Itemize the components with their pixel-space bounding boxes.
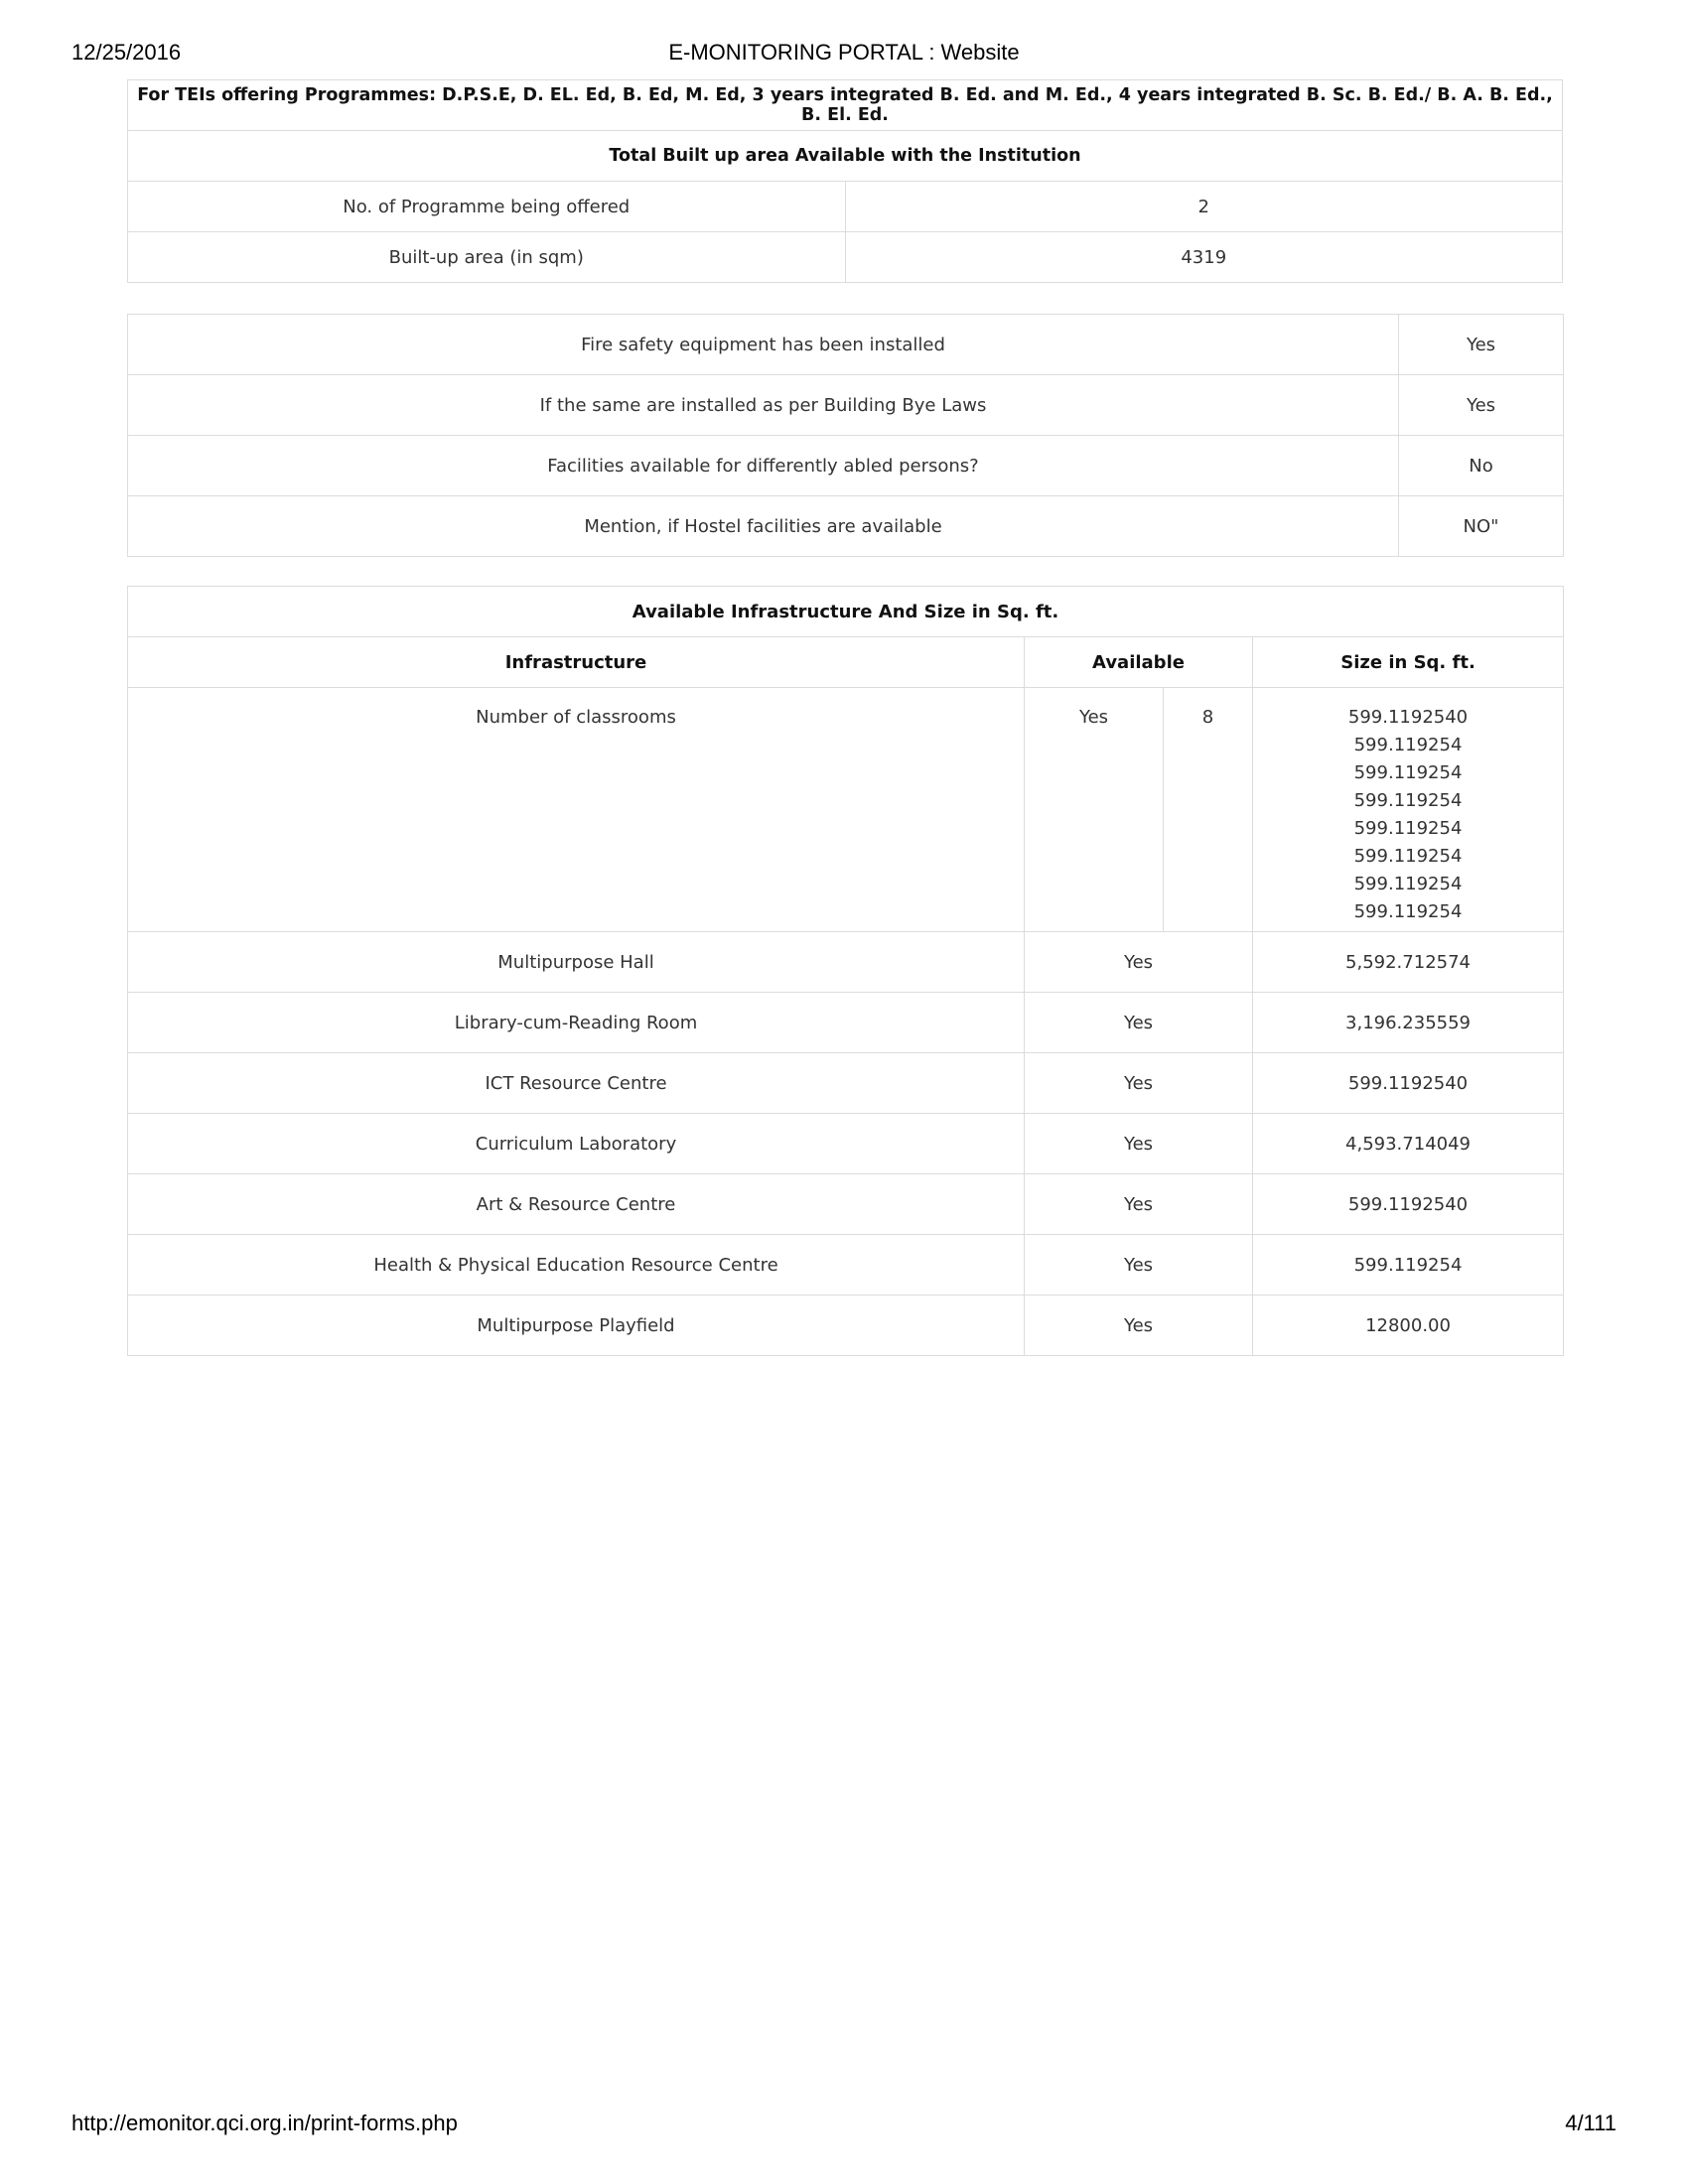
table-header-row [128, 637, 1564, 688]
row-label: Multipurpose Hall [128, 932, 1025, 993]
classroom-size: 599.119254 [1353, 762, 1463, 783]
column-header-infrastructure: Infrastructure [128, 637, 1025, 688]
print-header [71, 40, 1617, 69]
table-row [128, 232, 1563, 283]
classroom-count: 8 [1164, 688, 1253, 932]
row-label: Facilities available for differently abled persons? [128, 436, 1399, 496]
row-value: No [1399, 436, 1564, 496]
row-size: 4,593.714049 [1253, 1114, 1564, 1174]
classroom-size: 599.119254 [1353, 874, 1463, 894]
row-available: Yes [1025, 1053, 1253, 1114]
row-size: 3,196.235559 [1253, 993, 1564, 1053]
row-size: 5,592.712574 [1253, 932, 1564, 993]
table-row [128, 1296, 1564, 1356]
row-label: Health & Physical Education Resource Centre [128, 1235, 1025, 1296]
row-available: Yes [1025, 993, 1253, 1053]
infrastructure-table [127, 586, 1564, 1356]
table-row [128, 182, 1563, 232]
row-value: Yes [1399, 375, 1564, 436]
row-size: 599.1192540 [1253, 1053, 1564, 1114]
row-label: Number of classrooms [128, 688, 1025, 932]
row-label: If the same are installed as per Building Bye Laws [128, 375, 1399, 436]
print-date: 12/25/2016 [71, 40, 182, 65]
row-value: 2 [845, 182, 1563, 232]
row-value: Yes [1399, 315, 1564, 375]
classroom-size: 599.119254 [1353, 790, 1463, 811]
row-label: Mention, if Hostel facilities are available [128, 496, 1399, 557]
row-size: 12800.00 [1253, 1296, 1564, 1356]
row-available: Yes [1025, 688, 1164, 932]
row-label: Built-up area (in sqm) [128, 232, 846, 283]
row-label: Library-cum-Reading Room [128, 993, 1025, 1053]
print-footer [71, 2111, 1617, 2140]
row-value: 4319 [845, 232, 1563, 283]
infrastructure-title: Available Infrastructure And Size in Sq. ft. [128, 587, 1564, 637]
programmes-table [127, 79, 1563, 283]
row-label: Curriculum Laboratory [128, 1114, 1025, 1174]
column-header-available: Available [1025, 637, 1253, 688]
classroom-size: 599.119254 [1353, 901, 1463, 922]
table-row [128, 131, 1563, 182]
programmes-heading: For TEIs offering Programmes: D.P.S.E, D. EL. Ed, B. Ed, M. Ed, 3 years integrated B. Ed. and M. Ed., 4 years integrated B. Sc. B. Ed./ B. A. B. Ed., B. El. Ed. [128, 80, 1563, 131]
table-row [128, 436, 1564, 496]
table-row [128, 993, 1564, 1053]
page-number: 4/111 [1565, 2111, 1617, 2135]
row-size: 599.1192540 [1253, 1174, 1564, 1235]
row-value: NO" [1399, 496, 1564, 557]
row-label: ICT Resource Centre [128, 1053, 1025, 1114]
built-up-area-heading: Total Built up area Available with the Institution [128, 131, 1563, 182]
classroom-size: 599.119254 [1353, 735, 1463, 755]
table-row [128, 375, 1564, 436]
classroom-sizes [1253, 688, 1564, 932]
page-url: http://emonitor.qci.org.in/print-forms.php [71, 2111, 458, 2135]
classroom-size: 599.119254 [1353, 818, 1463, 839]
row-available: Yes [1025, 1174, 1253, 1235]
table-row [128, 1235, 1564, 1296]
table-row [128, 1114, 1564, 1174]
table-row [128, 1053, 1564, 1114]
row-available: Yes [1025, 1296, 1253, 1356]
safety-facilities-table [127, 314, 1564, 557]
classroom-size: 599.1192540 [1347, 707, 1469, 728]
row-available: Yes [1025, 932, 1253, 993]
row-size: 599.119254 [1253, 1235, 1564, 1296]
row-available: Yes [1025, 1114, 1253, 1174]
row-label: Art & Resource Centre [128, 1174, 1025, 1235]
page-title: E-MONITORING PORTAL : Website [668, 40, 1020, 65]
table-row [128, 80, 1563, 131]
table-row [128, 587, 1564, 637]
table-row [128, 1174, 1564, 1235]
table-row [128, 688, 1564, 932]
row-label: Fire safety equipment has been installed [128, 315, 1399, 375]
table-row [128, 496, 1564, 557]
column-header-size: Size in Sq. ft. [1253, 637, 1564, 688]
table-row [128, 315, 1564, 375]
row-label: No. of Programme being offered [128, 182, 846, 232]
row-available: Yes [1025, 1235, 1253, 1296]
table-row [128, 932, 1564, 993]
classroom-size: 599.119254 [1353, 846, 1463, 867]
row-label: Multipurpose Playfield [128, 1296, 1025, 1356]
